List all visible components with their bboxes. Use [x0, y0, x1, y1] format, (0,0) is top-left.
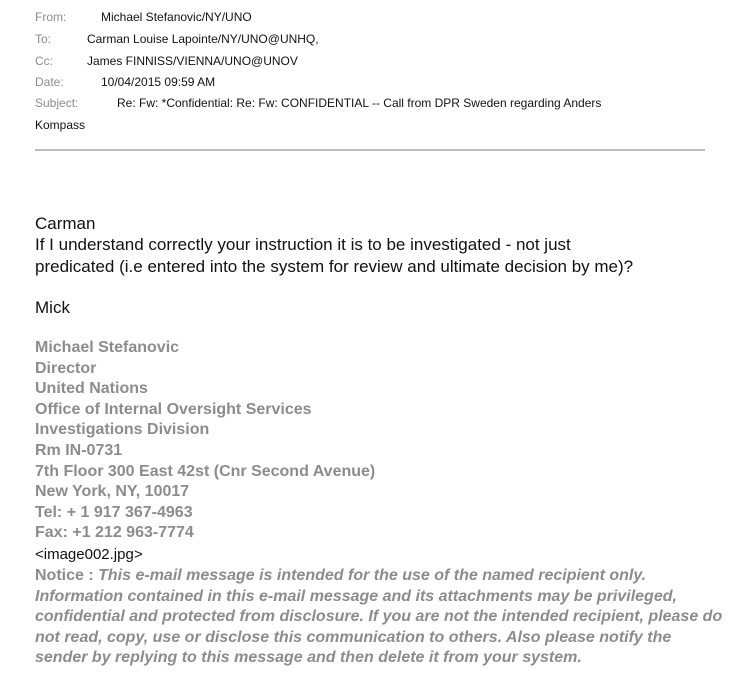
header-divider [35, 149, 705, 151]
cc-label: Cc: [35, 54, 53, 68]
from-value: Michael Stefanovic/NY/UNO [101, 10, 252, 24]
date-label: Date: [35, 75, 64, 89]
greeting: Carman [35, 214, 96, 233]
notice-text: This e-mail message is intended for the use of the named recipient only. Information contained in this e-mail message and its attachments may be privileged, confidential and protected from disclosure. If you are not the intended recipient, please do not read, copy, use or disclose this communication to others. Also please notify the sender by replying to this message and then delete it from your system. [35, 567, 723, 667]
subject-value: Re: Fw: *Confidential: Re: Fw: CONFIDENTIAL -- Call from DPR Sweden regarding Anders [117, 96, 602, 110]
subject-continuation: Kompass [35, 118, 86, 132]
signature-tel: Tel: + 1 917 367-4963 [35, 504, 193, 521]
signature-city: New York, NY, 10017 [35, 483, 190, 500]
subject-label: Subject: [35, 96, 79, 110]
attachment-placeholder: <image002.jpg> [35, 546, 143, 563]
to-value: Carman Louise Lapointe/NY/UNO@UNHQ, [87, 32, 319, 46]
to-label: To: [35, 32, 52, 46]
date-value: 10/04/2015 09:59 AM [101, 75, 216, 89]
signature-office: Office of Internal Oversight Services [35, 401, 312, 418]
signature-division: Investigations Division [35, 421, 210, 438]
from-label: From: [35, 10, 67, 24]
signature-name: Michael Stefanovic [35, 339, 180, 356]
confidentiality-notice [35, 566, 725, 669]
signature-fax: Fax: +1 212 963-7774 [35, 524, 194, 541]
cc-value: James FINNISS/VIENNA/UNO@UNOV [87, 54, 298, 68]
signature-room: Rm IN-0731 [35, 442, 123, 459]
message-line-1: If I understand correctly your instruction it is to be investigated - not just [35, 235, 571, 254]
message-line-2: predicated (i.e entered into the system for review and ultimate decision by me)? [35, 257, 634, 276]
signature-title: Director [35, 360, 97, 377]
signature-address: 7th Floor 300 East 42st (Cnr Second Avenue) [35, 463, 376, 480]
signoff: Mick [35, 298, 70, 317]
signature-org: United Nations [35, 380, 148, 397]
notice-label: Notice : [35, 567, 94, 584]
